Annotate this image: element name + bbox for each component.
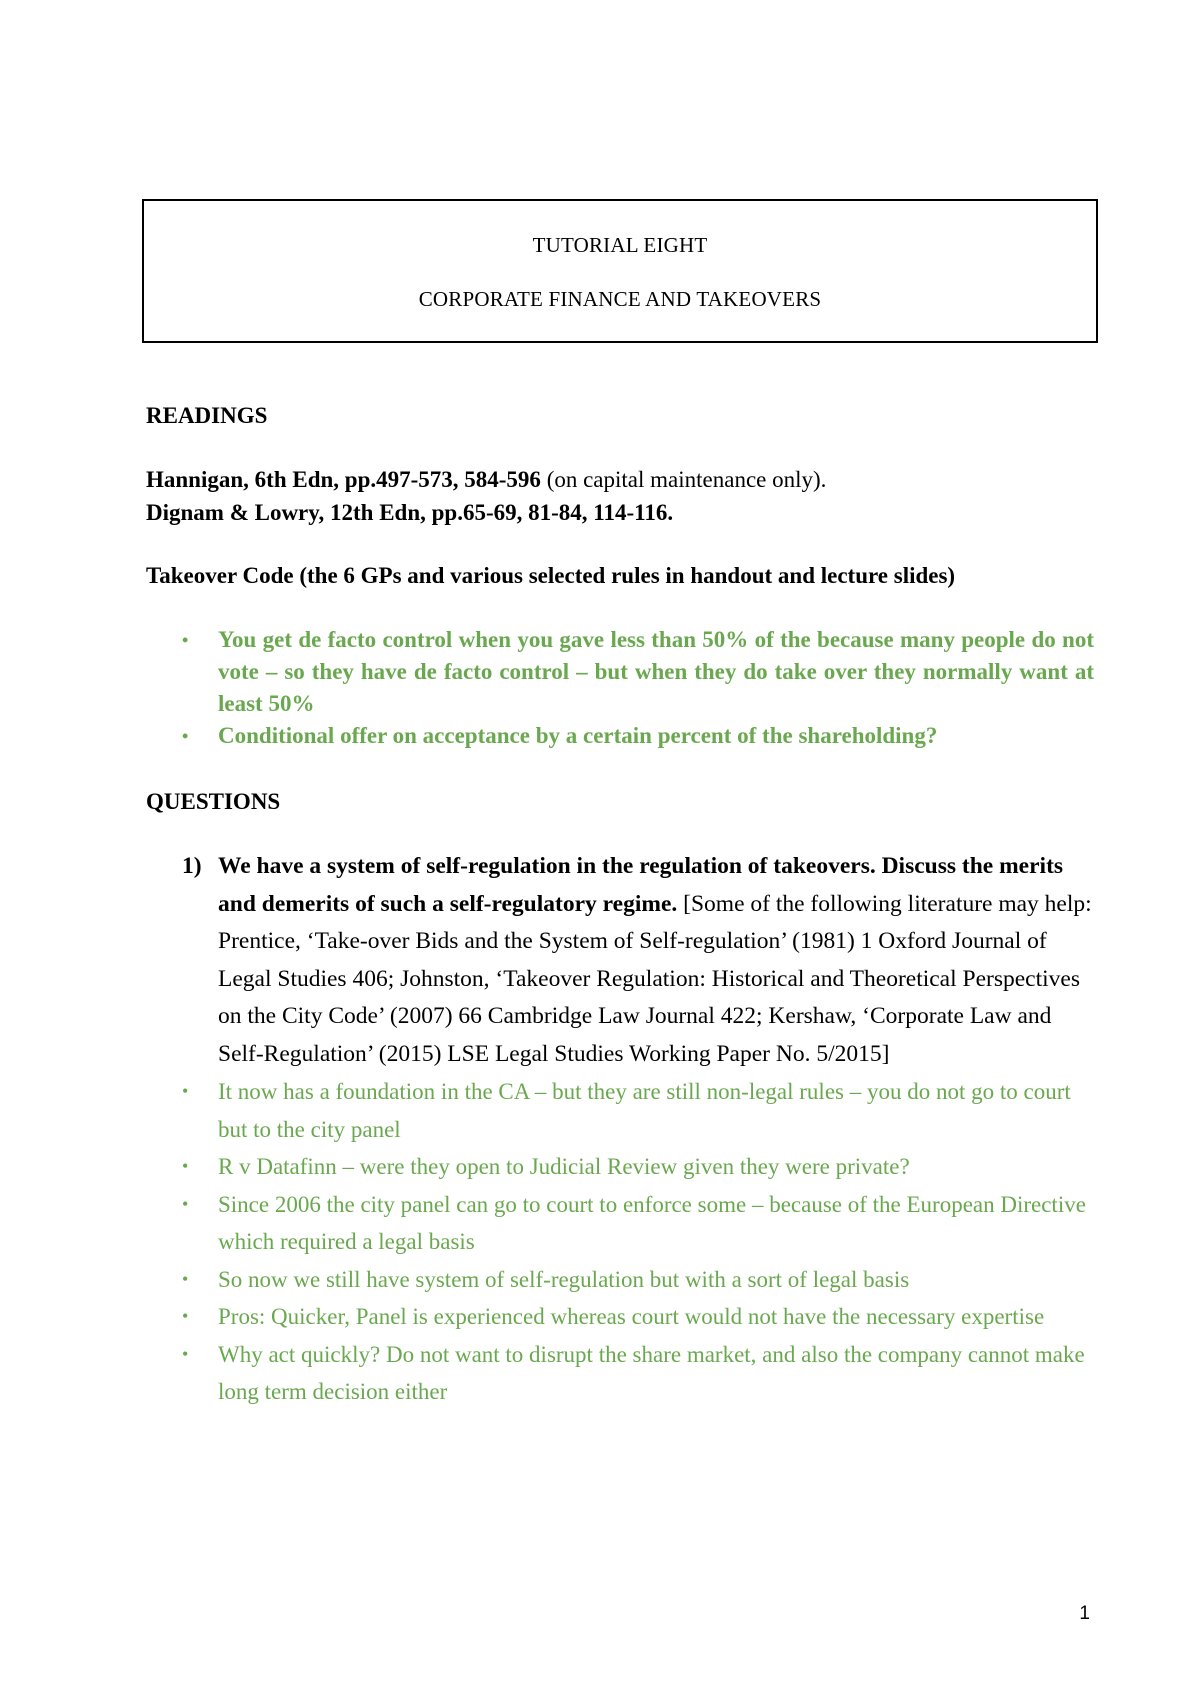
note-text: R v Datafinn – were they open to Judicial Review given they were private? — [218, 1154, 910, 1179]
tutorial-number: TUTORIAL EIGHT — [532, 233, 708, 257]
note-text: Conditional offer on acceptance by a certain percent of the shareholding? — [218, 723, 938, 748]
tutorial-topic: CORPORATE FINANCE AND TAKEOVERS — [418, 287, 822, 311]
readings-heading: READINGS — [146, 403, 268, 428]
list-item — [146, 1336, 1094, 1411]
note-text: Pros: Quicker, Panel is experienced whereas court would not have the necessary expertise — [218, 1304, 1045, 1329]
questions-list — [146, 848, 1094, 1073]
reading-hannigan — [146, 463, 1094, 496]
note-text: Since 2006 the city panel can go to court to enforce some – because of the European Directive which required a legal basis — [218, 1191, 1086, 1254]
list-item — [146, 720, 1094, 752]
bullet-icon: • — [182, 1193, 189, 1214]
page-number: 1 — [1079, 1603, 1090, 1624]
document-body — [146, 400, 1094, 1411]
bullet-icon: • — [182, 1081, 189, 1101]
bullet-icon: • — [182, 1156, 189, 1176]
title-box — [142, 199, 1098, 343]
list-item — [146, 1073, 1094, 1148]
question-literature: [Some of the following literature may help: Prentice, ‘Take-over Bids and the System of Self-regulation’ (1981) 1 Oxford Journal of Legal Studies 406; Johnston, ‘Takeover Regulation: Historical and Theoretical Perspectives on the City Code’ (2007) 66 Cambridge Law Journal 422; Kershaw, ‘Corporate Law and Self-Regulation’ (2015) LSE Legal Studies Working Paper No. 5/2015] — [218, 890, 1092, 1067]
reading-hannigan-ref: Hannigan, 6th Edn, pp.497-573, 584-596 — [146, 467, 541, 492]
bullet-icon: • — [182, 1306, 189, 1326]
bullet-icon: • — [182, 1268, 189, 1289]
questions-heading: QUESTIONS — [146, 789, 281, 814]
readings-notes-list — [146, 624, 1094, 752]
note-text: It now has a foundation in the CA – but they are still non-legal rules – you do not go to court but to the city panel — [218, 1079, 1071, 1142]
reading-takeover-code: Takeover Code (the 6 GPs and various selected rules in handout and lecture slides) — [146, 563, 956, 588]
note-text: Why act quickly? Do not want to disrupt the share market, and also the company cannot make long term decision either — [218, 1341, 1085, 1404]
list-item — [146, 624, 1094, 720]
bullet-icon: • — [182, 726, 189, 746]
reading-hannigan-note: (on capital maintenance only). — [540, 467, 827, 492]
question-item — [146, 848, 1094, 1073]
list-item — [146, 1186, 1094, 1261]
list-item — [146, 1298, 1094, 1336]
question-text: We have a system of self-regulation in the regulation of takeovers. Discuss the merits and demerits of such a self-regulatory regime. — [218, 853, 1064, 917]
list-item — [146, 1148, 1094, 1186]
note-text: So now we still have system of self-regulation but with a sort of legal basis — [218, 1266, 910, 1292]
reading-dignam: Dignam & Lowry, 12th Edn, pp.65-69, 81-84, 114-116. — [146, 500, 674, 525]
list-item — [146, 1261, 1094, 1299]
bullet-icon: • — [182, 630, 189, 650]
bullet-icon: • — [182, 1343, 189, 1364]
question-number: 1) — [182, 853, 202, 879]
note-text: You get de facto control when you gave less than 50% of the because many people do not vote – so they have de facto control – but when they do take over they normally want at least 50% — [218, 627, 1094, 716]
answer-notes-list — [146, 1073, 1094, 1411]
